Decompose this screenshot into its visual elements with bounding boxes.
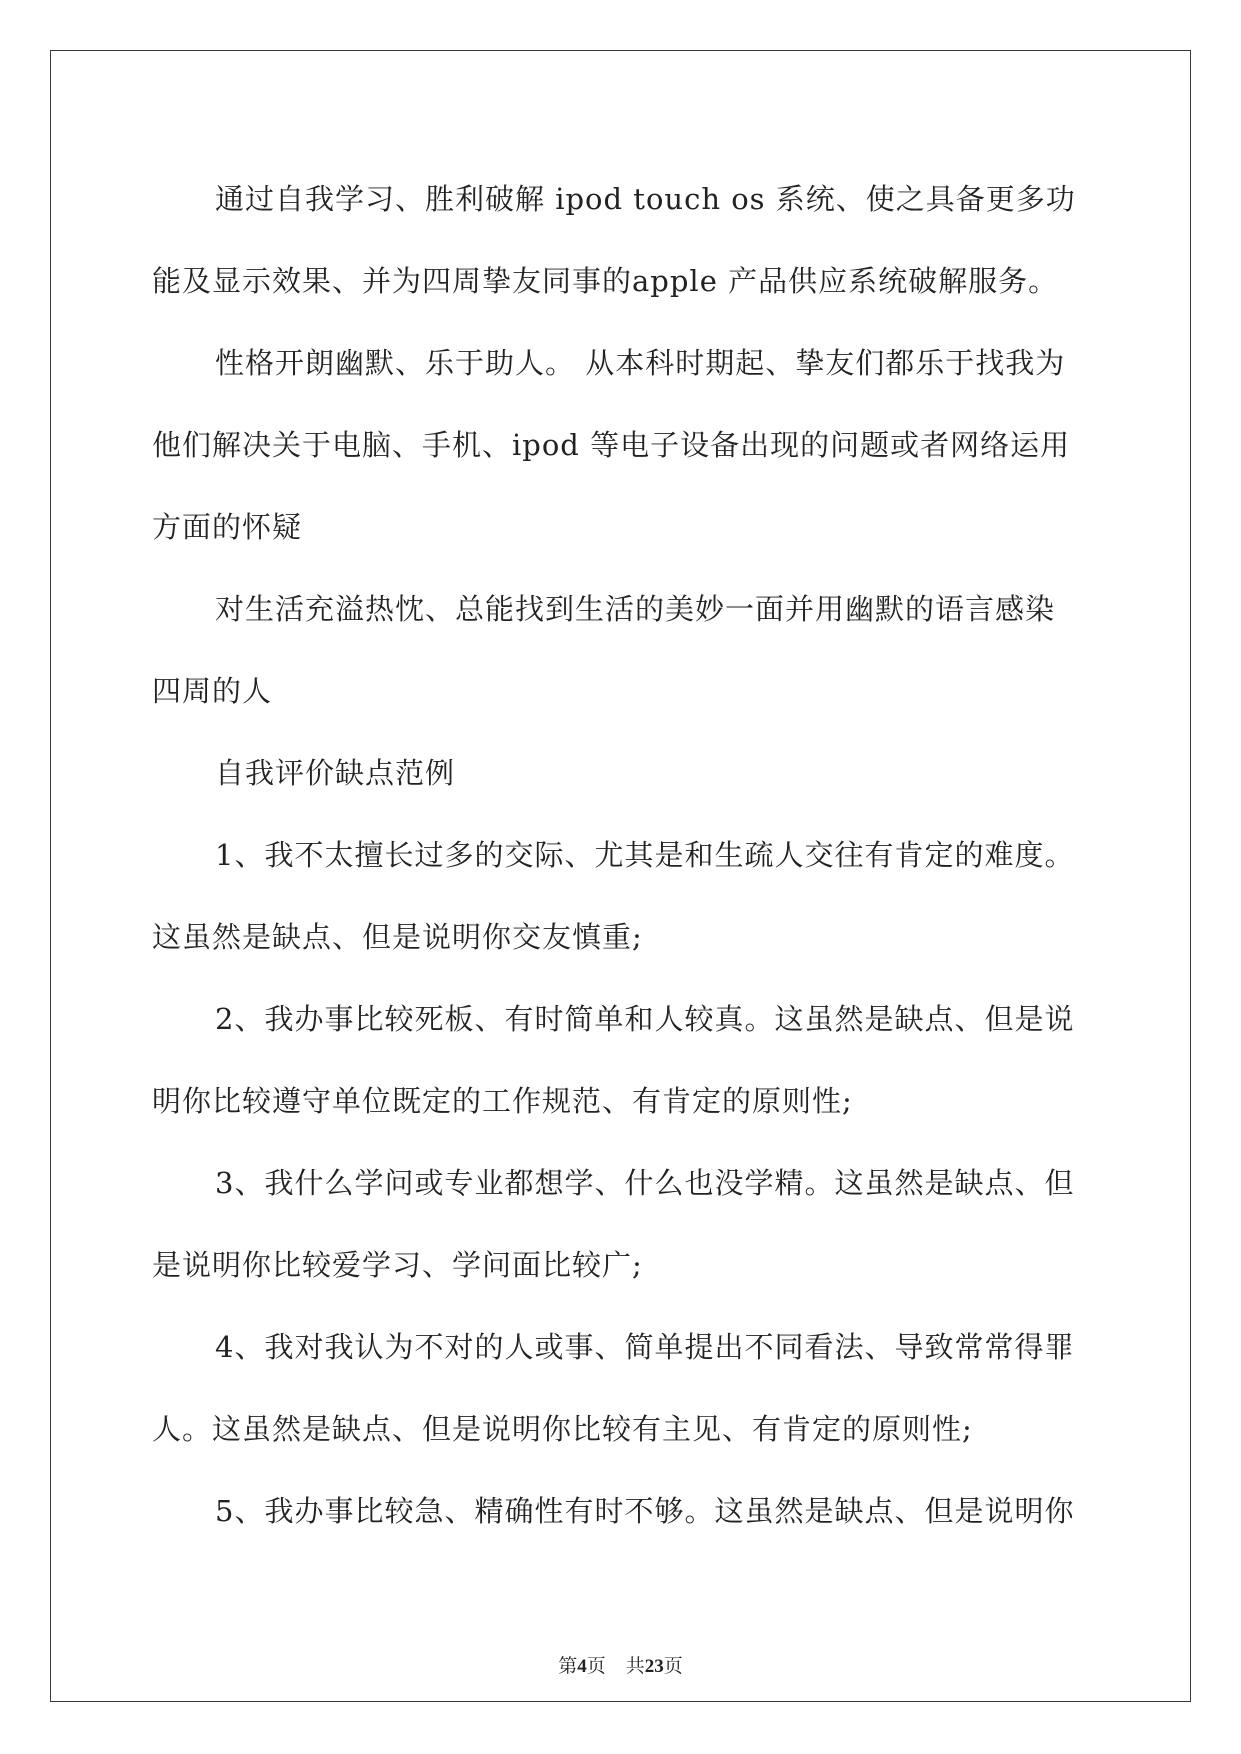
text-line: 4、我对我认为不对的人或事、简单提出不同看法、导致常常得罪	[215, 1330, 1075, 1364]
text-line: 明你比较遵守单位既定的工作规范、有肯定的原则性;	[152, 1084, 853, 1118]
total-prefix: 共	[625, 1656, 645, 1677]
text-line: 对生活充溢热忱、总能找到生活的美妙一面并用幽默的语言感染	[215, 592, 1056, 626]
document-body	[152, 158, 1092, 1552]
text-line: 四周的人	[152, 674, 273, 708]
page-footer	[0, 1651, 1241, 1678]
section-heading: 自我评价缺点范例	[215, 756, 456, 790]
text-line: 方面的怀疑	[152, 510, 303, 544]
text-line: 这虽然是缺点、但是说明你交友慎重;	[152, 920, 643, 954]
page-prefix: 第	[558, 1656, 578, 1677]
text-line: 他们解决关于电脑、手机、ipod 等电子设备出现的问题或者网络运用	[152, 428, 1071, 462]
text-line: 2、我办事比较死板、有时简单和人较真。这虽然是缺点、但是说	[215, 1002, 1075, 1036]
total-suffix: 页	[663, 1656, 683, 1677]
page-number: 4	[577, 1656, 587, 1677]
text-line: 是说明你比较爱学习、学问面比较广;	[152, 1248, 643, 1282]
text-line: 性格开朗幽默、乐于助人。 从本科时期起、挚友们都乐于找我为	[215, 346, 1066, 380]
text-line: 5、我办事比较急、精确性有时不够。这虽然是缺点、但是说明你	[215, 1494, 1075, 1528]
text-line: 能及显示效果、并为四周挚友同事的apple 产品供应系统破解服务。	[152, 264, 1059, 298]
text-line: 通过自我学习、胜利破解 ipod touch os 系统、使之具备更多功	[215, 182, 1076, 216]
text-line: 3、我什么学问或专业都想学、什么也没学精。这虽然是缺点、但	[215, 1166, 1075, 1200]
text-line: 人。这虽然是缺点、但是说明你比较有主见、有肯定的原则性;	[152, 1412, 973, 1446]
page-suffix: 页	[586, 1656, 606, 1677]
text-line: 1、我不太擅长过多的交际、尤其是和生疏人交往有肯定的难度。	[215, 838, 1075, 872]
total-pages: 23	[644, 1656, 664, 1677]
